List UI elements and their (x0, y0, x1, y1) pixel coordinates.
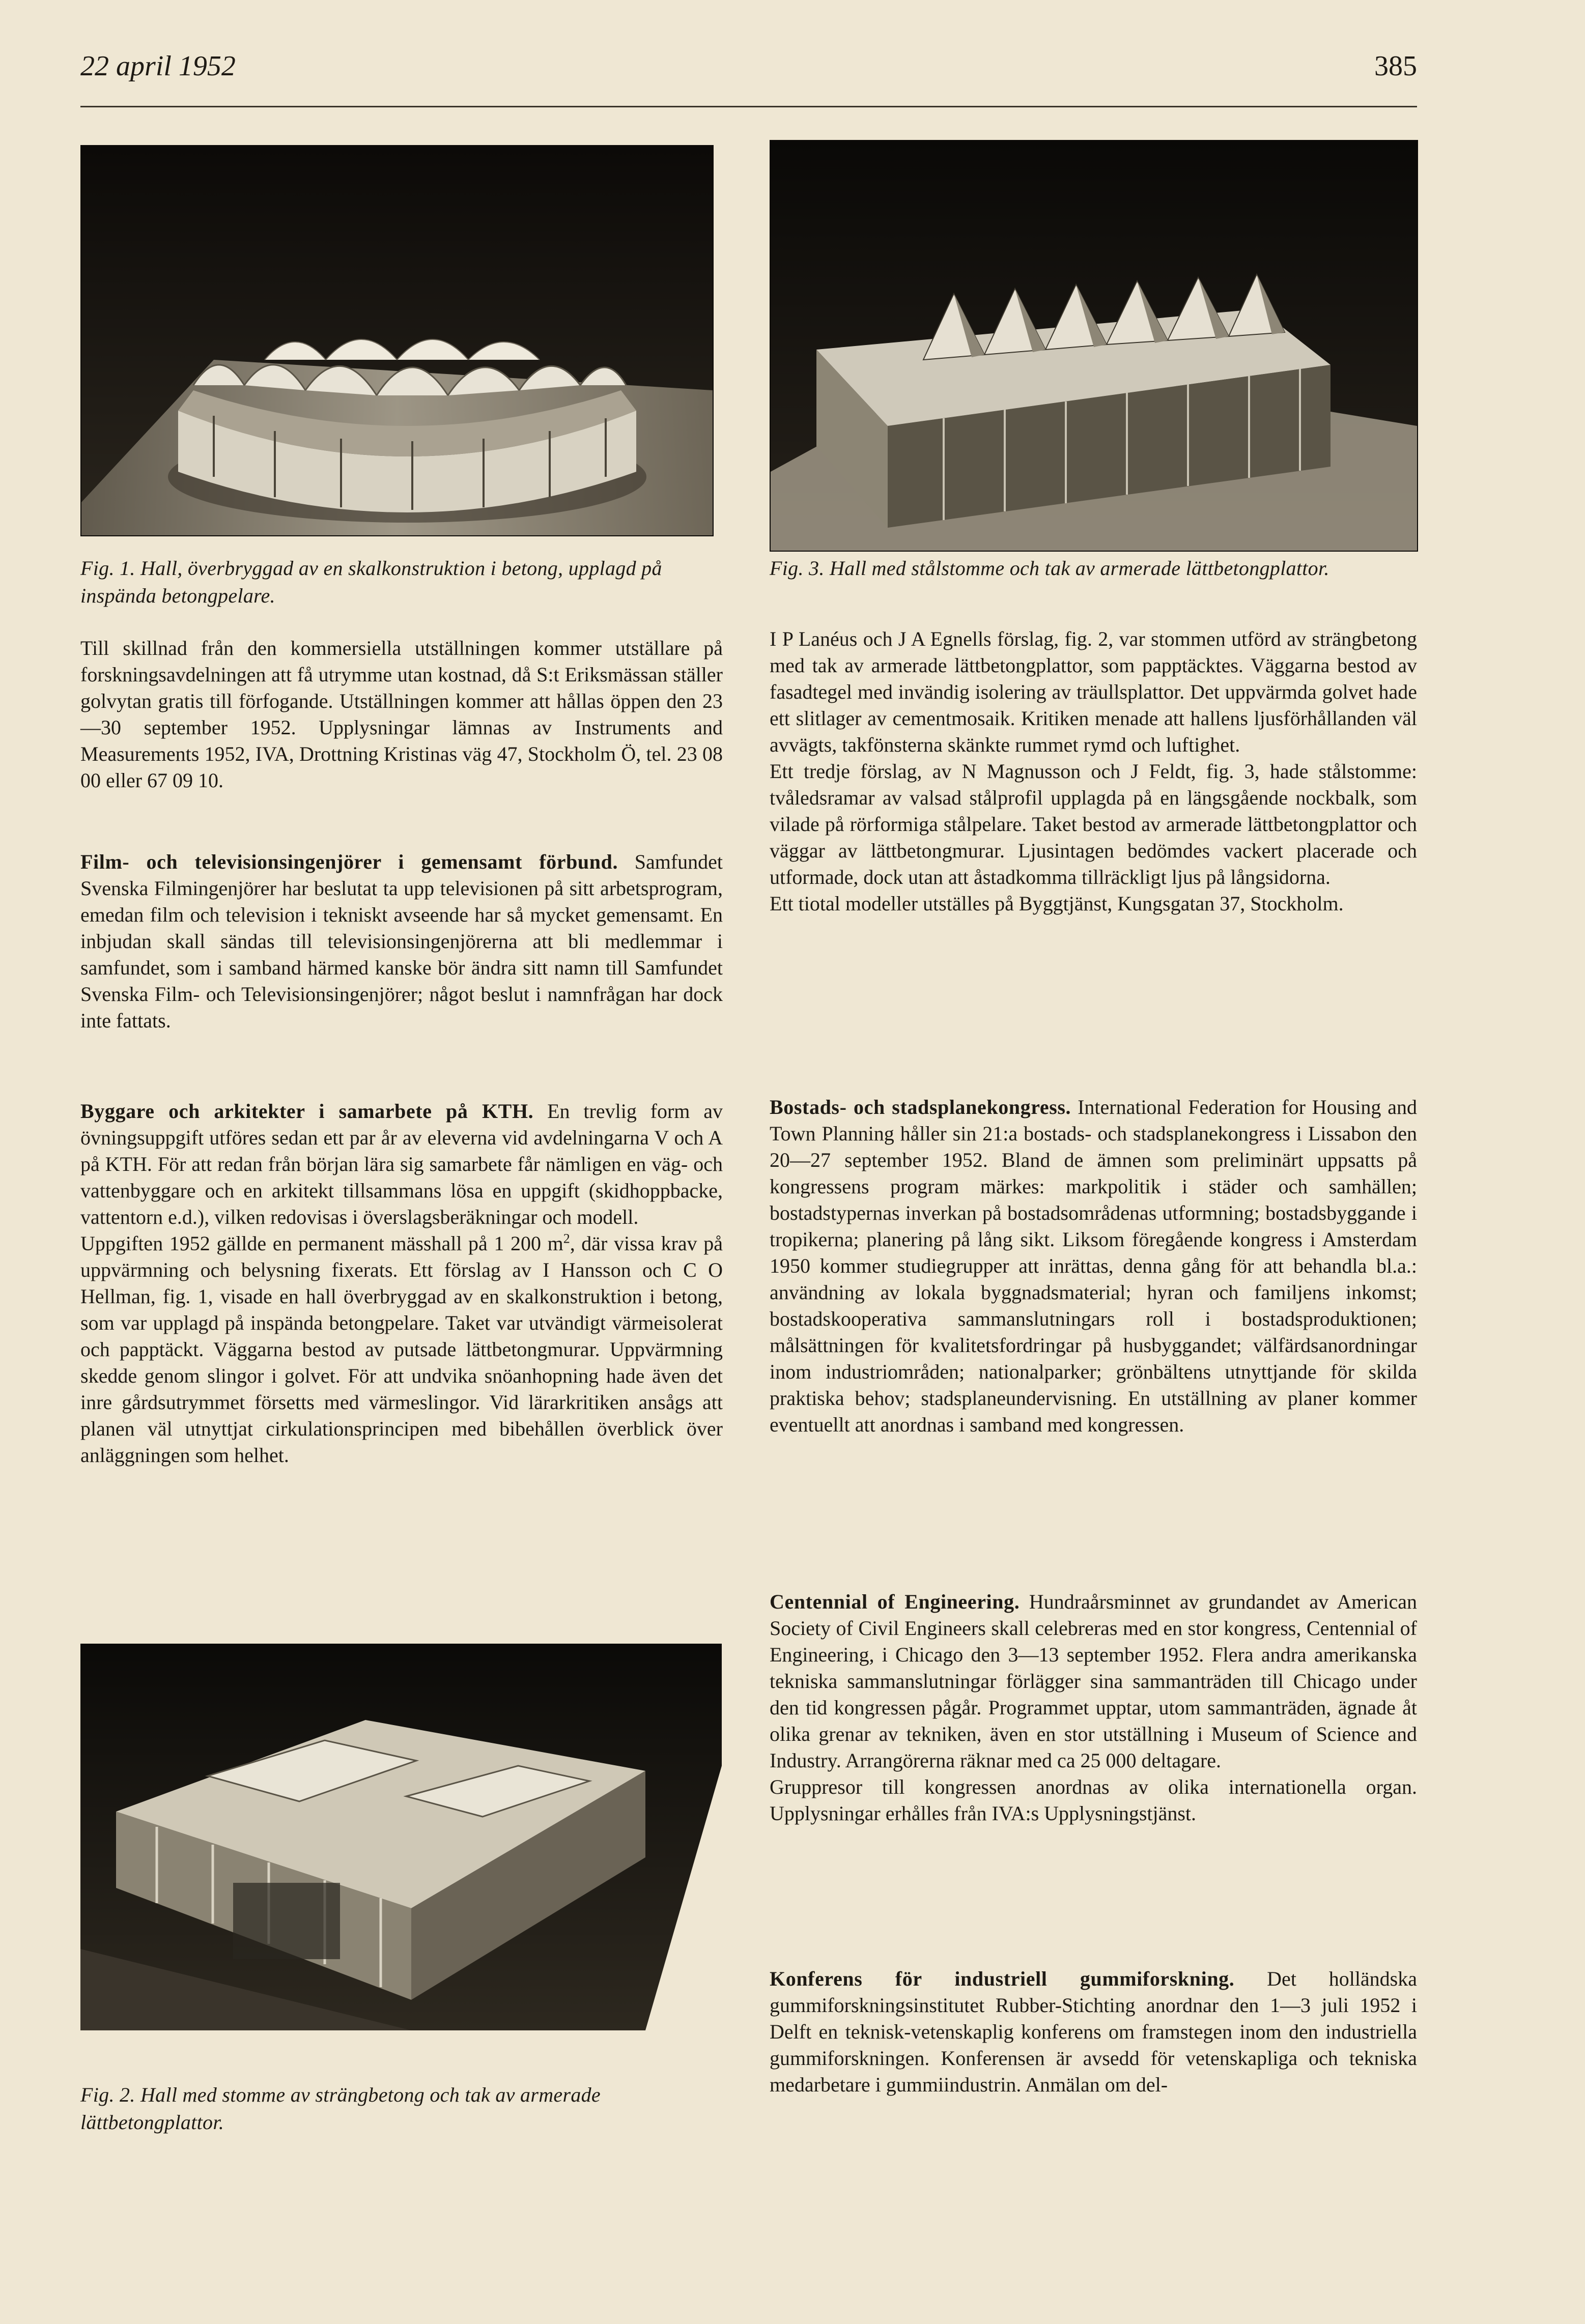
page-header (80, 50, 1417, 107)
laneus-text: I P Lanéus och J A Egnells förslag, fig. 2, var stommen utförd av strängbetong med tak av armerade lättbetongplattor, som papptäcktes. Väggarna bestod av fasadtegel med invändig isolering av träullsplattor. Det uppvärmda golvet hade ett slitlager av cementmosaik. Kritiken menade att hallens ljusförhållanden väl avvägts, takfönsterna skänkte rummet rymd och luftighet. (770, 627, 1417, 756)
page-number: 385 (1374, 50, 1417, 82)
fig3-photo (770, 140, 1418, 552)
centennial-article (770, 1589, 1417, 1827)
fig2-caption: Fig. 2. Hall med stomme av strängbetong och tak av armerade lättbetongplattor. (80, 2083, 601, 2134)
centennial-heading: Centennial of Engineering. (770, 1590, 1020, 1613)
intro-paragraph (80, 635, 723, 794)
kth-heading: Byggare och arkitekter i samarbete på KTH. (80, 1100, 534, 1123)
bostads-heading: Bostads- och stadsplanekongress. (770, 1096, 1071, 1118)
bostads-article (770, 1094, 1417, 1438)
fig2-photo (80, 1644, 722, 2030)
film-heading: Film- och televisionsingenjörer i gemensamt förbund. (80, 850, 618, 873)
centennial-text: Hundraårsminnet av grundandet av American Society of Civil Engineers skall celebreras med en stor kongress, Centennial of Engineering, i Chicago den 3—13 september 1952. Flera andra amerikanska tekniska sammanslutningar förlägger sina sammanträden till Chicago under den tid kongressen pågår. Programmet upptar, utom sammanträden, ägnade åt olika grenar av tekniken, även en stor utställning i Museum of Science and Industry. Arrangörerna räknar med ca 25 000 deltagare. (770, 1590, 1417, 1772)
bostads-text: International Federation for Housing and Town Planning håller sin 21:a bostads- och stadsplanekongress i Lissabon den 20—27 september 1952. Bland de ämnen som preliminärt uppsatts på kongressens program märkes: markpolitik i städer och samhällen; bostadstypernas inverkan på bostadsområdenas utformning; bostadsbyggande i tropikerna; planering på lång sikt. Liksom föregående kongress i Amsterdam 1950 kommer studiegrupper att inrättas, denna gång för att behandla bl.a.: användning av lokala byggnadsmaterial; hyran och familjens inkomst; bostadskooperativa sammanslutningars roll i bostadsproduktionen; målsättningen för kvalitetsfordringar på husbyggandet; välfärdsanordningar inom industriområden; nationalparker; grönbältens utnyttjande för skilda praktiska behov; stadsplaneundervisning. En utställning av planer kommer eventuellt att anordnas i samband med kongressen. (770, 1096, 1418, 1436)
magnusson-text: Ett tredje förslag, av N Magnusson och J Feldt, fig. 3, hade stålstomme: tvåledsramar av valsad stålprofil upplagda på en längsgående nockbalk, som vilade på rörformiga stålpelare. Taket bestod av armerade lättbetongplattor och väggar av lättbetongmurar. Ljusintagen bedömdes vackert placerade och utformade, dock utan att åstadkomma tillräckligt ljus på långsidorna. (770, 760, 1417, 888)
tiotal-text: Ett tiotal modeller utställes på Byggtjänst, Kungsgatan 37, Stockholm. (770, 892, 1344, 915)
issue-date: 22 april 1952 (80, 50, 236, 82)
fig1-photo (80, 145, 714, 536)
film-article (80, 849, 723, 1034)
kth-text2-b: , där vissa krav på uppvärmning och belysning fixerats. Ett förslag av I Hansson och C O Hellman, fig. 1, visade en hall överbryggad av en skalkonstruktion i betong, som var upplagd på inspända betongpelare. Taket var utvändigt värmeisolerat och papptäckt. Väggarna bestod av putsade lättbetongmurar. Uppvärmning skedde genom slingor i golvet. För att undvika snöanhopning hade även det inre gårdsutrymmet försetts med värmeslingor. Vid lärarkritiken ansågs att planen väl utnyttjat cirkulationsprincipen med bibehållen överblick över anläggningen som helhet. (80, 1232, 723, 1467)
laneus-paragraph (770, 626, 1417, 917)
intro-text: Till skillnad från den kommersiella utställningen kommer utställare på forskningsavdelningen att få utrymme utan kostnad, då S:t Eriksmässan ställer golvytan gratis till förfogande. Utställningen kommer att hållas öppen den 23—30 september 1952. Upplysningar lämnas av Instruments and Measurements 1952, IVA, Drottning Kristinas väg 47, Stockholm Ö, tel. 23 08 00 eller 67 09 10. (80, 637, 723, 792)
kth-text: En trevlig form av övningsuppgift utföres sedan ett par år av eleverna vid avdelningarna V och A på KTH. För att redan från början lära sig samarbete får nämligen en väg- och vattenbyggare och en arkitekt tillsammans lösa en uppgift (skidhoppbacke, vattentorn e.d.), vilken redovisas i överslagsberäkningar och modell. (80, 1100, 723, 1228)
fig3-caption: Fig. 3. Hall med stålstomme och tak av armerade lättbetongplattor. (770, 557, 1329, 580)
konferens-text: Det holländska gummiforskningsinstitutet Rubber-Stichting anordnar den 1—3 juli 1952 i Delft en teknisk-vetenskaplig konferens om framstegen inom den industriella gummiforskningen. Konferensen är avsedd för vetenskapliga och tekniska medarbetare i gummiindustrin. Anmälan om del- (770, 1967, 1418, 2096)
centennial-text2: Gruppresor till kongressen anordnas av olika internationella organ. Upplysningar erhålles från IVA:s Upplysningstjänst. (770, 1775, 1417, 1825)
film-text: Samfundet Svenska Filmingenjörer har beslutat ta upp televisionen på sitt arbetsprogram, emedan film och television i tekniskt avseende har så mycket gemensamt. En inbjudan skall sändas till televisionsingenjörerna att bli medlemmar i samfundet, som i samband härmed kanske bör ändra sitt namn till Samfundet Svenska Film- och Televisionsingenjörer; något beslut i namnfrågan har dock inte fattats. (80, 850, 723, 1032)
kth-text2-a: Uppgiften 1952 gällde en permanent mässhall på 1 200 m (80, 1232, 563, 1255)
konferens-heading: Konferens för industriell gummiforskning. (770, 1967, 1235, 1990)
kth-text2-sup: 2 (563, 1231, 570, 1246)
kth-article (80, 1098, 723, 1469)
fig1-caption: Fig. 1. Hall, överbryggad av en skalkonstruktion i betong, upplagd på inspända betongpelare. (80, 557, 662, 607)
konferens-article (770, 1966, 1417, 2098)
